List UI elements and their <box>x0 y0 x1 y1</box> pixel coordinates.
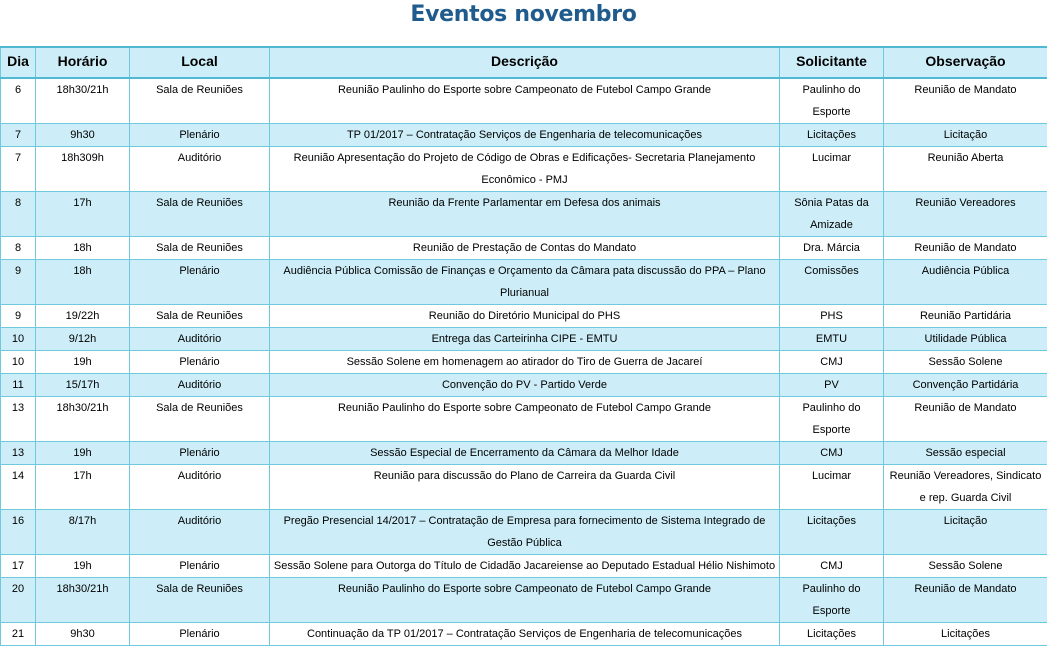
cell-local: Sala de Reuniões <box>130 78 270 124</box>
cell-observacao: Licitações <box>884 623 1047 646</box>
cell-dia: 17 <box>1 555 36 578</box>
cell-horario: 15/17h <box>36 374 130 397</box>
cell-dia: 9 <box>1 305 36 328</box>
cell-local: Auditório <box>130 374 270 397</box>
cell-dia: 14 <box>1 465 36 510</box>
table-row <box>1 192 1047 237</box>
cell-local: Auditório <box>130 510 270 555</box>
cell-local: Sala de Reuniões <box>130 305 270 328</box>
cell-descricao: Reunião Paulinho do Esporte sobre Campeonato de Futebol Campo Grande <box>270 397 780 442</box>
cell-solicitante: CMJ <box>780 555 884 578</box>
cell-observacao: Reunião Aberta <box>884 147 1047 192</box>
cell-local: Auditório <box>130 147 270 192</box>
table-row <box>1 305 1047 328</box>
cell-solicitante: Paulinho do Esporte <box>780 78 884 124</box>
cell-horario: 9h30 <box>36 623 130 646</box>
cell-descricao: Sessão Solene para Outorga do Título de Cidadão Jacareiense ao Deputado Estadual Hélio Nishimoto <box>270 555 780 578</box>
table-row <box>1 147 1047 192</box>
table-header-row <box>1 47 1047 78</box>
cell-local: Plenário <box>130 351 270 374</box>
cell-solicitante: Paulinho do Esporte <box>780 397 884 442</box>
cell-local: Plenário <box>130 260 270 305</box>
cell-solicitante: Lucimar <box>780 465 884 510</box>
table-row <box>1 510 1047 555</box>
cell-observacao: Sessão especial <box>884 442 1047 465</box>
cell-dia: 13 <box>1 397 36 442</box>
cell-horario: 18h <box>36 260 130 305</box>
column-header-local: Local <box>130 47 270 78</box>
cell-dia: 9 <box>1 260 36 305</box>
cell-descricao: Sessão Especial de Encerramento da Câmara da Melhor Idade <box>270 442 780 465</box>
cell-horario: 8/17h <box>36 510 130 555</box>
cell-dia: 7 <box>1 124 36 147</box>
table-row <box>1 397 1047 442</box>
cell-descricao: Reunião Paulinho do Esporte sobre Campeonato de Futebol Campo Grande <box>270 578 780 623</box>
cell-horario: 9/12h <box>36 328 130 351</box>
cell-descricao: Reunião Paulinho do Esporte sobre Campeonato de Futebol Campo Grande <box>270 78 780 124</box>
cell-dia: 8 <box>1 192 36 237</box>
cell-descricao: Convenção do PV - Partido Verde <box>270 374 780 397</box>
table-row <box>1 328 1047 351</box>
events-table <box>0 46 1047 646</box>
cell-solicitante: CMJ <box>780 442 884 465</box>
cell-dia: 10 <box>1 328 36 351</box>
cell-dia: 16 <box>1 510 36 555</box>
cell-solicitante: Sônia Patas da Amizade <box>780 192 884 237</box>
table-row <box>1 260 1047 305</box>
cell-horario: 18h30/21h <box>36 78 130 124</box>
cell-horario: 18h30/21h <box>36 397 130 442</box>
cell-horario: 18h30/21h <box>36 578 130 623</box>
cell-horario: 19h <box>36 555 130 578</box>
table-row <box>1 78 1047 124</box>
cell-local: Sala de Reuniões <box>130 192 270 237</box>
cell-local: Auditório <box>130 328 270 351</box>
table-row <box>1 442 1047 465</box>
cell-descricao: Reunião de Prestação de Contas do Mandato <box>270 237 780 260</box>
table-row <box>1 374 1047 397</box>
cell-observacao: Licitação <box>884 510 1047 555</box>
cell-local: Plenário <box>130 124 270 147</box>
cell-observacao: Convenção Partidária <box>884 374 1047 397</box>
table-row <box>1 578 1047 623</box>
cell-descricao: Reunião para discussão do Plano de Carreira da Guarda Civil <box>270 465 780 510</box>
cell-dia: 20 <box>1 578 36 623</box>
cell-descricao: Reunião Apresentação do Projeto de Código de Obras e Edificações- Secretaria Planejamento Econômico - PMJ <box>270 147 780 192</box>
cell-observacao: Licitação <box>884 124 1047 147</box>
cell-horario: 19/22h <box>36 305 130 328</box>
cell-descricao: Entrega das Carteirinha CIPE - EMTU <box>270 328 780 351</box>
cell-descricao: TP 01/2017 – Contratação Serviços de Engenharia de telecomunicações <box>270 124 780 147</box>
cell-descricao: Audiência Pública Comissão de Finanças e Orçamento da Câmara pata discussão do PPA – Plano Plurianual <box>270 260 780 305</box>
cell-horario: 18h309h <box>36 147 130 192</box>
cell-descricao: Reunião da Frente Parlamentar em Defesa dos animais <box>270 192 780 237</box>
table-row <box>1 237 1047 260</box>
cell-observacao: Utilidade Pública <box>884 328 1047 351</box>
cell-horario: 18h <box>36 237 130 260</box>
table-row <box>1 351 1047 374</box>
cell-horario: 19h <box>36 442 130 465</box>
cell-observacao: Reunião de Mandato <box>884 578 1047 623</box>
cell-observacao: Reunião de Mandato <box>884 397 1047 442</box>
cell-dia: 7 <box>1 147 36 192</box>
table-row <box>1 555 1047 578</box>
cell-observacao: Sessão Solene <box>884 351 1047 374</box>
cell-solicitante: CMJ <box>780 351 884 374</box>
cell-solicitante: Licitações <box>780 124 884 147</box>
cell-descricao: Continuação da TP 01/2017 – Contratação Serviços de Engenharia de telecomunicações <box>270 623 780 646</box>
column-header-observacao: Observação <box>884 47 1047 78</box>
cell-dia: 6 <box>1 78 36 124</box>
cell-horario: 17h <box>36 465 130 510</box>
cell-horario: 19h <box>36 351 130 374</box>
table-row <box>1 124 1047 147</box>
cell-local: Sala de Reuniões <box>130 237 270 260</box>
cell-observacao: Reunião de Mandato <box>884 237 1047 260</box>
cell-solicitante: PHS <box>780 305 884 328</box>
cell-dia: 13 <box>1 442 36 465</box>
table-row <box>1 465 1047 510</box>
cell-solicitante: Licitações <box>780 510 884 555</box>
cell-dia: 10 <box>1 351 36 374</box>
column-header-solicitante: Solicitante <box>780 47 884 78</box>
cell-local: Sala de Reuniões <box>130 578 270 623</box>
table-body <box>1 78 1047 646</box>
cell-descricao: Pregão Presencial 14/2017 – Contratação de Empresa para fornecimento de Sistema Integrado de Gestão Pública <box>270 510 780 555</box>
cell-local: Plenário <box>130 623 270 646</box>
cell-solicitante: Licitações <box>780 623 884 646</box>
cell-solicitante: EMTU <box>780 328 884 351</box>
cell-horario: 9h30 <box>36 124 130 147</box>
cell-dia: 8 <box>1 237 36 260</box>
page-title: Eventos novembro <box>410 2 637 27</box>
cell-observacao: Reunião Vereadores, Sindicato e rep. Guarda Civil <box>884 465 1047 510</box>
cell-local: Sala de Reuniões <box>130 397 270 442</box>
cell-descricao: Reunião do Diretório Municipal do PHS <box>270 305 780 328</box>
cell-observacao: Reunião Vereadores <box>884 192 1047 237</box>
cell-observacao: Reunião de Mandato <box>884 78 1047 124</box>
cell-dia: 11 <box>1 374 36 397</box>
cell-solicitante: Lucimar <box>780 147 884 192</box>
cell-local: Plenário <box>130 442 270 465</box>
cell-observacao: Sessão Solene <box>884 555 1047 578</box>
column-header-dia: Dia <box>1 47 36 78</box>
cell-observacao: Reunião Partidária <box>884 305 1047 328</box>
cell-dia: 21 <box>1 623 36 646</box>
cell-solicitante: Paulinho do Esporte <box>780 578 884 623</box>
cell-solicitante: Dra. Márcia <box>780 237 884 260</box>
cell-solicitante: Comissões <box>780 260 884 305</box>
cell-local: Auditório <box>130 465 270 510</box>
column-header-descricao: Descrição <box>270 47 780 78</box>
cell-observacao: Audiência Pública <box>884 260 1047 305</box>
column-header-horario: Horário <box>36 47 130 78</box>
cell-horario: 17h <box>36 192 130 237</box>
table-row <box>1 623 1047 646</box>
cell-descricao: Sessão Solene em homenagem ao atirador do Tiro de Guerra de Jacareí <box>270 351 780 374</box>
cell-solicitante: PV <box>780 374 884 397</box>
cell-local: Plenário <box>130 555 270 578</box>
